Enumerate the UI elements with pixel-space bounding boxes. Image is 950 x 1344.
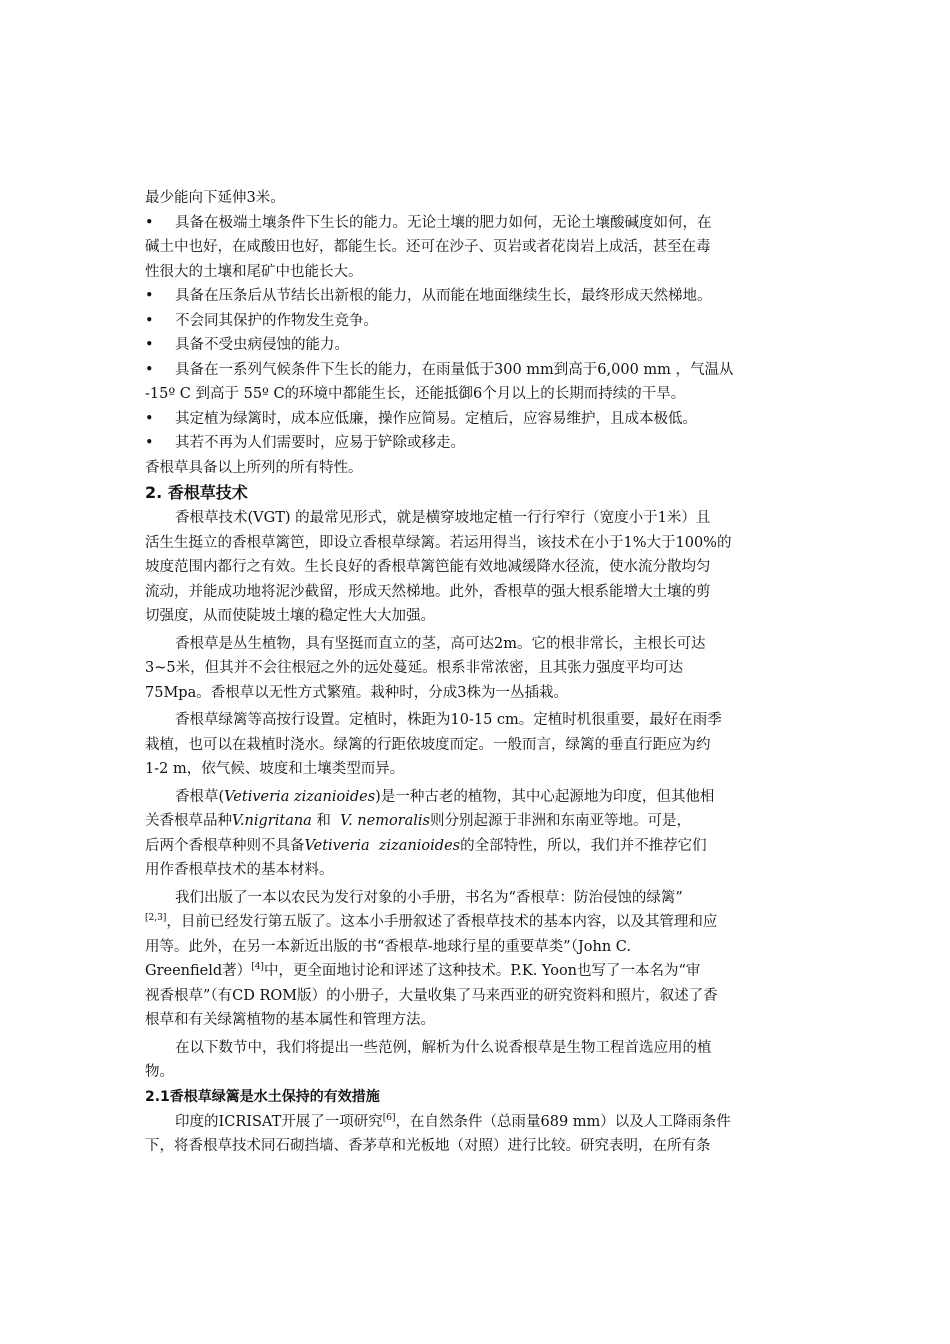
bullet-item [145,431,810,456]
paragraph-text: 香根草( [175,788,225,805]
summary-line: 香根草具备以上所列的所有特性。 [145,459,363,476]
bullet-text: 具备在极端土壤条件下生长的能力。无论土壤的肥力如何，无论土壤酸碱度如何，在 [175,214,712,231]
citation-ref[interactable]: [2,3] [145,913,167,923]
paragraph-text: ，目前已经发行第五版了。这本小手册叙述了香根草技术的基本内容，以及其管理和应 [166,914,718,930]
paragraph-line: 活生生挺立的香根草篱笆，即设立香根草绿篱。若运用得当，该技术在小于1%大于100%的 [145,534,732,551]
paragraph-line [145,708,810,733]
citation-ref[interactable]: [4] [251,962,264,972]
species-name: V.nigritana [232,813,312,829]
bullet-item [145,284,810,309]
bullet-item [145,211,810,236]
paragraph-line [145,1036,810,1061]
bullet-text: 具备在一系列气候条件下生长的能力，在雨量低于300 mm到高于6,000 mm ，气温从 [175,361,734,378]
bullet-item [145,333,810,358]
paragraph-text: 香根草技术(VGT) 的最常见形式，就是横穿坡地定植一行行窄行（宽度小于1米）且 [175,510,711,526]
paragraph-text: 则分别起源于非洲和东南亚等地。可是， [430,813,692,829]
paragraph-line [145,506,810,531]
paragraph-line: 栽植，也可以在栽植时浇水。绿篱的行距依坡度而定。一般而言，绿篱的垂直行距应为约 [145,736,711,753]
text-line: 最少能向下延伸3米。 [145,190,285,206]
bullet-mark: • [145,312,154,329]
paragraph-text: 在以下数节中，我们将提出一些范例，解析为什么说香根草是生物工程首选应用的植 [175,1039,712,1056]
paragraph-text: 的全部特性，所以，我们并不推荐它们 [460,837,707,854]
paragraph-line [145,959,810,984]
paragraph-line: 3~5米，但其并不会往根冠之外的远处蔓延。根系非常浓密，且其张力强度平均可达 [145,660,684,676]
subsection-heading: 2.1香根草绿篱是水土保持的有效措施 [145,1088,380,1105]
species-name: Vetiveria zizanioides [224,788,376,805]
bullet-text: 不会同其保护的作物发生竞争。 [175,312,378,329]
paragraph-line: 1-2 m，依气候、坡度和土壤类型而异。 [145,761,405,777]
paragraph-text: 中，更全面地讨论和评述了这种技术。P.K. Yoon也写了一本名为“审 [263,963,701,979]
paragraph-text: Greenfield著） [145,963,252,979]
paragraph-line: 根草和有关绿篱植物的基本属性和管理方法。 [145,1012,435,1028]
paragraph-line [145,1110,810,1135]
paragraph-text: 关香根草品种 [145,813,232,829]
bullet-mark: • [145,337,154,353]
bullet-item [145,358,810,383]
paragraph-text: 我们出版了一本以农民为发行对象的小手册，书名为“香根草：防治侵蚀的绿篱” [175,889,683,906]
paragraph-line: 坡度范围内都行之有效。生长良好的香根草篱笆能有效地减缓降水径流，使水流分散均匀 [145,559,711,575]
paragraph-line: 75Mpa。香根草以无性方式繁殖。栽种时，分成3株为一丛插栽。 [145,684,568,701]
bullet-item [145,309,810,334]
document-page [145,186,810,1159]
bullet-item [145,407,810,432]
paragraph-line [145,886,810,911]
species-name: Vetiveria zizanioides [304,837,461,854]
bullet-mark: • [145,361,154,378]
paragraph-line: 视香根草”（有CD ROM版）的小册子，大量收集了马来西亚的研究资料和照片，叙述了香 [145,987,718,1004]
paragraph-line [145,785,810,810]
paragraph-line: 下，将香根草技术同石砌挡墙、香茅草和光板地（对照）进行比较。研究表明，在所有条 [145,1138,711,1154]
bullet-mark: • [145,435,154,451]
paragraph-line [145,834,810,859]
species-name: V. nemoralis [340,813,431,829]
bullet-text: 其若不再为人们需要时，应易于铲除或移走。 [175,435,465,451]
paragraph-text: 香根草绿篱等高按行设置。定植时，株距为10-15 cm。定植时机很重要，最好在雨季 [175,712,722,728]
paragraph-line [145,809,810,834]
paragraph-text: ，在自然条件（总雨量689 mm）以及人工降雨条件 [395,1113,731,1130]
paragraph-line: 物。 [145,1064,174,1080]
bullet-text: 其定植为绿篱时，成本应低廉，操作应简易。定植后，应容易维护，且成本极低。 [175,410,697,427]
bullet-mark: • [145,288,154,304]
paragraph-line: 流动，并能成功地将泥沙截留，形成天然梯地。此外，香根草的强大根系能增大土壤的剪 [145,583,711,600]
paragraph-text: 香根草是丛生植物，具有坚挺而直立的茎，高可达2m。它的根非常长，主根长可达 [175,635,706,652]
text-line: -15º C 到高于 55º C的环境中都能生长，还能抵御6个月以上的长期而持续的干旱。 [145,386,686,402]
paragraph-line [145,632,810,657]
citation-ref[interactable]: [6] [382,1112,396,1123]
bullet-text: 具备不受虫病侵蚀的能力。 [175,337,349,353]
text-line: 性很大的土壤和尾矿中也能长大。 [145,263,363,280]
paragraph-line [145,910,810,935]
bullet-mark: • [145,410,154,427]
text-line: 碱土中也好，在咸酸田也好，都能生长。还可在沙子、页岩或者花岗岩上成活，甚至在毒 [145,239,711,255]
paragraph-line: 用作香根草技术的基本材料。 [145,862,334,878]
paragraph-line: 用等。此外，在另一本新近出版的书“香根草-地球行星的重要草类”（John C. [145,938,631,955]
paragraph-text: 印度的ICRISAT开展了一项研究 [175,1113,383,1130]
section-heading: 2. 香根草技术 [145,483,248,502]
paragraph-line: 切强度，从而使陡坡土壤的稳定性大大加强。 [145,608,435,624]
paragraph-text: 后两个香根草种则不具备 [145,837,305,854]
paragraph-text: )是一种古老的植物，其中心起源地为印度，但其他相 [375,788,715,805]
paragraph-text: 和 [311,813,341,829]
bullet-text: 具备在压条后从节结长出新根的能力，从而能在地面继续生长，最终形成天然梯地。 [175,288,712,304]
bullet-mark: • [145,214,154,231]
